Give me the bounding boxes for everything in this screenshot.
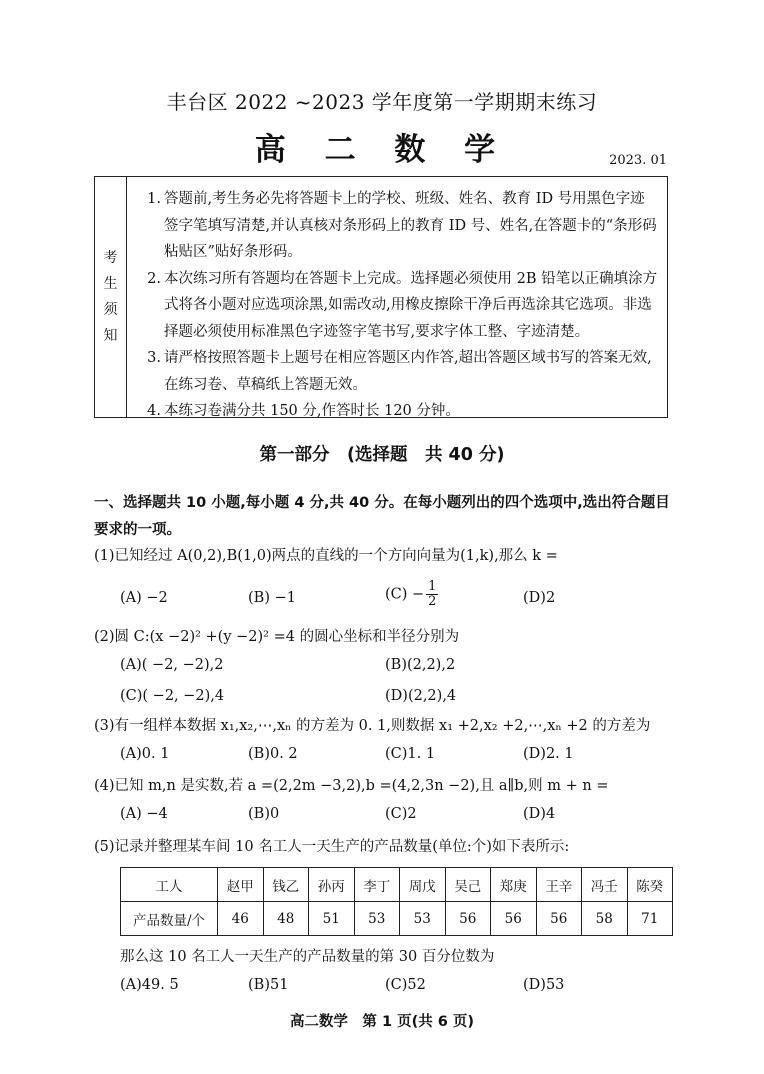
question-5-stem: (5)记录并整理某车间 10 名工人一天生产的产品数量(单位:个)如下表所示: [94, 839, 570, 855]
notice-item-number: 1. [147, 191, 161, 207]
question-1-stem: (1)已知经过 A(0,2),B(1,0)两点的直线的一个方向向量为(1,k),那么 k = [94, 548, 558, 564]
notice-box [94, 176, 668, 418]
question-4-option-a: (A) −4 [120, 806, 168, 822]
table-cell: 71 [627, 902, 673, 936]
question-3-option-a: (A)0. 1 [120, 746, 170, 762]
table-cell: 吴己 [445, 868, 491, 902]
question-4-stem: (4)已知 m,n 是实数,若 a =(2,2m −3,2),b =(4,2,3n −2),且 a∥b,则 m + n = [94, 778, 609, 794]
table-cell: 56 [491, 902, 537, 936]
fraction-numerator: 1 [428, 579, 437, 594]
subject-title: 高 二 数 学 [254, 132, 510, 168]
worker-output-table [120, 867, 673, 936]
question-3-stem: (3)有一组样本数据 x₁,x₂,⋯,xₙ 的方差为 0. 1,则数据 x₁ +2,x₂ +2,⋯,xₙ +2 的方差为 [94, 718, 651, 734]
table-cell: 冯壬 [582, 868, 628, 902]
notice-item [135, 398, 659, 425]
question-4-option-c: (C)2 [385, 806, 417, 822]
table-cell: 53 [354, 902, 400, 936]
fraction [426, 580, 438, 609]
question-2-option-b: (B)(2,2),2 [385, 657, 456, 673]
notice-item [135, 266, 659, 346]
exam-date: 2023. 01 [609, 153, 667, 168]
notice-item-text: 答题前,考生务必先将答题卡上的学校、班级、姓名、教育 ID 号用黑色字迹签字笔填写清楚,并认真核对条形码上的教育 ID 号、姓名,在答题卡的“条形码粘贴区”贴好条形码。 [164, 191, 657, 260]
question-1-option-c [385, 580, 438, 609]
table-cell: 郑庚 [491, 868, 537, 902]
notice-item-text: 本练习卷满分共 150 分,作答时长 120 分钟。 [164, 403, 460, 419]
question-1-option-a: (A) −2 [120, 590, 168, 606]
table-cell: 53 [400, 902, 446, 936]
notice-item-number: 2. [147, 270, 161, 287]
question-3-option-c: (C)1. 1 [385, 746, 436, 762]
question-4-option-d: (D)4 [523, 806, 556, 822]
notice-item [135, 186, 659, 266]
notice-item-number: 3. [147, 350, 161, 366]
table-cell: 产品数量/个 [121, 902, 218, 936]
question-4-option-b: (B)0 [248, 806, 280, 822]
section-instructions: 一、选择题共 10 小题,每小题 4 分,共 40 分。在每小题列出的四个选项中,选出符合题目要求的一项。 [94, 495, 670, 538]
question-1-option-d: (D)2 [523, 590, 556, 606]
question-5-option-c: (C)52 [385, 977, 426, 993]
notice-item [135, 345, 659, 398]
table-cell: 李丁 [354, 868, 400, 902]
table-cell: 王辛 [536, 868, 582, 902]
notice-side-char: 生 [103, 276, 118, 292]
notice-item-text: 请严格按照答题卡上题号在相应答题区内作答,超出答题区域书写的答案无效,在练习卷、草稿纸上答题无效。 [164, 350, 652, 393]
notice-side-label [95, 177, 127, 417]
table-cell: 46 [218, 902, 264, 936]
notice-item-text: 本次练习所有答题均在答题卡上完成。选择题必须使用 2B 铅笔以正确填涂方式将各小题对应选项涂黑,如需改动,用橡皮擦除干净后再选涂其它选项。非选择题必须使用标准黑色字迹签字笔书写,要求字体工整、字迹清楚。 [164, 270, 658, 340]
section-title: 第一部分 (选择题 共 40 分) [259, 445, 505, 465]
notice-side-char: 知 [103, 328, 118, 344]
page-footer: 高二数学 第 1 页(共 6 页) [289, 1014, 475, 1030]
fraction-denominator: 2 [428, 594, 437, 609]
table-header-row [121, 868, 673, 902]
option-c-prefix: (C) − [385, 586, 425, 603]
table-cell: 赵甲 [218, 868, 264, 902]
question-2-option-d: (D)(2,2),4 [385, 688, 457, 704]
table-cell: 58 [582, 902, 628, 936]
table-cell: 工人 [121, 868, 218, 902]
table-cell: 48 [263, 902, 309, 936]
table-cell: 陈癸 [627, 868, 673, 902]
question-3-option-d: (D)2. 1 [523, 746, 574, 762]
notice-body [127, 177, 667, 417]
question-2-stem: (2)圆 C:(x −2)² +(y −2)² =4 的圆心坐标和半径分别为 [94, 629, 460, 645]
table-cell: 周戊 [400, 868, 446, 902]
question-2-option-a: (A)( −2, −2),2 [120, 657, 224, 673]
notice-side-char: 考 [103, 250, 118, 266]
table-row [121, 902, 673, 936]
question-5-option-a: (A)49. 5 [120, 977, 179, 993]
question-5-option-b: (B)51 [248, 977, 289, 993]
table-cell: 56 [445, 902, 491, 936]
question-1-option-b: (B) −1 [248, 590, 296, 606]
question-5-option-d: (D)53 [523, 977, 565, 993]
table-cell: 56 [536, 902, 582, 936]
exam-title: 丰台区 2022 ~2023 学年度第一学期期末练习 [166, 90, 598, 114]
notice-side-char: 须 [103, 302, 118, 318]
table-cell: 孙丙 [309, 868, 355, 902]
question-2-option-c: (C)( −2, −2),4 [120, 688, 225, 704]
question-3-option-b: (B)0. 2 [248, 746, 298, 762]
table-cell: 51 [309, 902, 355, 936]
table-cell: 钱乙 [263, 868, 309, 902]
notice-item-number: 4. [147, 403, 161, 419]
question-5-follow-text: 那么这 10 名工人一天生产的产品数量的第 30 百分位数为 [120, 949, 495, 965]
